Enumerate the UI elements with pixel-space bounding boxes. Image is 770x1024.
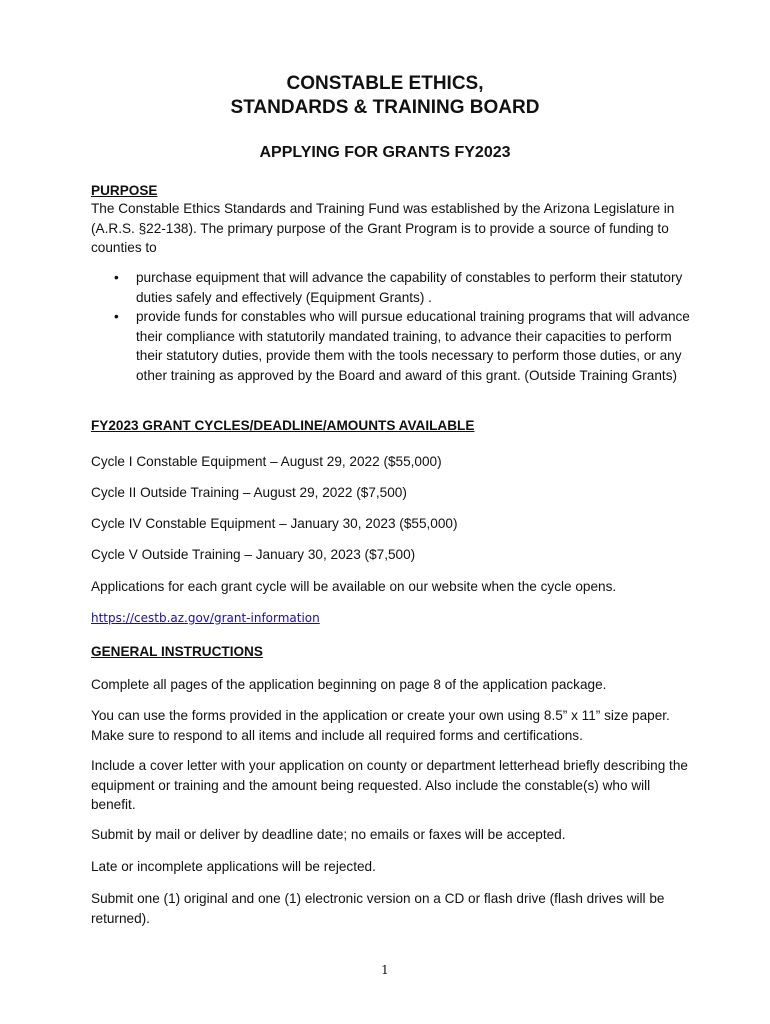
page-number: 1 — [381, 963, 389, 977]
instructions-heading: GENERAL INSTRUCTIONS — [91, 644, 263, 659]
purpose-bullet-item — [91, 307, 691, 385]
purpose-text: The Constable Ethics Standards and Training Fund was established by the Arizona Legislature in (A.R.S. §22-138). The primary purpose of the Grant Program is to provide a source of funding to counties to — [91, 201, 675, 256]
cycles-heading: FY2023 GRANT CYCLES/DEADLINE/AMOUNTS AVAILABLE — [91, 418, 475, 433]
instruction-paragraph: Submit by mail or deliver by deadline date; no emails or faxes will be accepted. — [91, 827, 566, 842]
purpose-heading: PURPOSE — [91, 183, 158, 198]
cycle-item: Cycle IV Constable Equipment – January 30, 2023 ($55,000) — [91, 516, 458, 531]
document-title-line-1: CONSTABLE ETHICS, — [286, 73, 484, 94]
instruction-paragraph: You can use the forms provided in the application or create your own using 8.5” x 11” size paper. Make sure to respond to all items and include all required forms and certifications. — [91, 708, 670, 743]
cycles-availability-text: Applications for each grant cycle will be available on our website when the cycle opens. — [91, 579, 617, 594]
cycle-item: Cycle I Constable Equipment – August 29, 2022 ($55,000) — [91, 454, 442, 469]
purpose-bullet-item — [91, 268, 691, 307]
instruction-paragraph: Submit one (1) original and one (1) electronic version on a CD or flash drive (flash drives will be returned). — [91, 891, 665, 926]
cycle-item: Cycle V Outside Training – January 30, 2023 ($7,500) — [91, 547, 416, 562]
instruction-paragraph: Include a cover letter with your application on county or department letterhead briefly describing the equipment or training and the amount being requested. Also include the constable(s) who will benefit. — [91, 758, 688, 813]
bullet-icon: • — [114, 309, 119, 325]
purpose-bullet-text: purchase equipment that will advance the capability of constables to perform their statutory duties safely and effectively (Equipment Grants) . — [136, 270, 683, 305]
document-subtitle: APPLYING FOR GRANTS FY2023 — [259, 144, 511, 161]
bullet-icon: • — [114, 270, 119, 285]
instruction-paragraph: Late or incomplete applications will be rejected. — [91, 859, 376, 874]
purpose-bullet-text: provide funds for constables who will pursue educational training programs that will advance their compliance with statutorily mandated training, to advance their capacities to perform their statutory duties, provide them with the tools necessary to perform those duties, or any other training as approved by the Board and award of this grant. (Outside Training Grants) — [136, 309, 690, 383]
purpose-bullet-list — [91, 268, 691, 386]
document-title-line-2: STANDARDS & TRAINING BOARD — [230, 97, 540, 118]
instruction-paragraph: Complete all pages of the application beginning on page 8 of the application package. — [91, 677, 607, 692]
cycle-item: Cycle II Outside Training – August 29, 2022 ($7,500) — [91, 485, 407, 500]
grant-information-link[interactable]: https://cestb.az.gov/grant-information — [91, 611, 320, 625]
